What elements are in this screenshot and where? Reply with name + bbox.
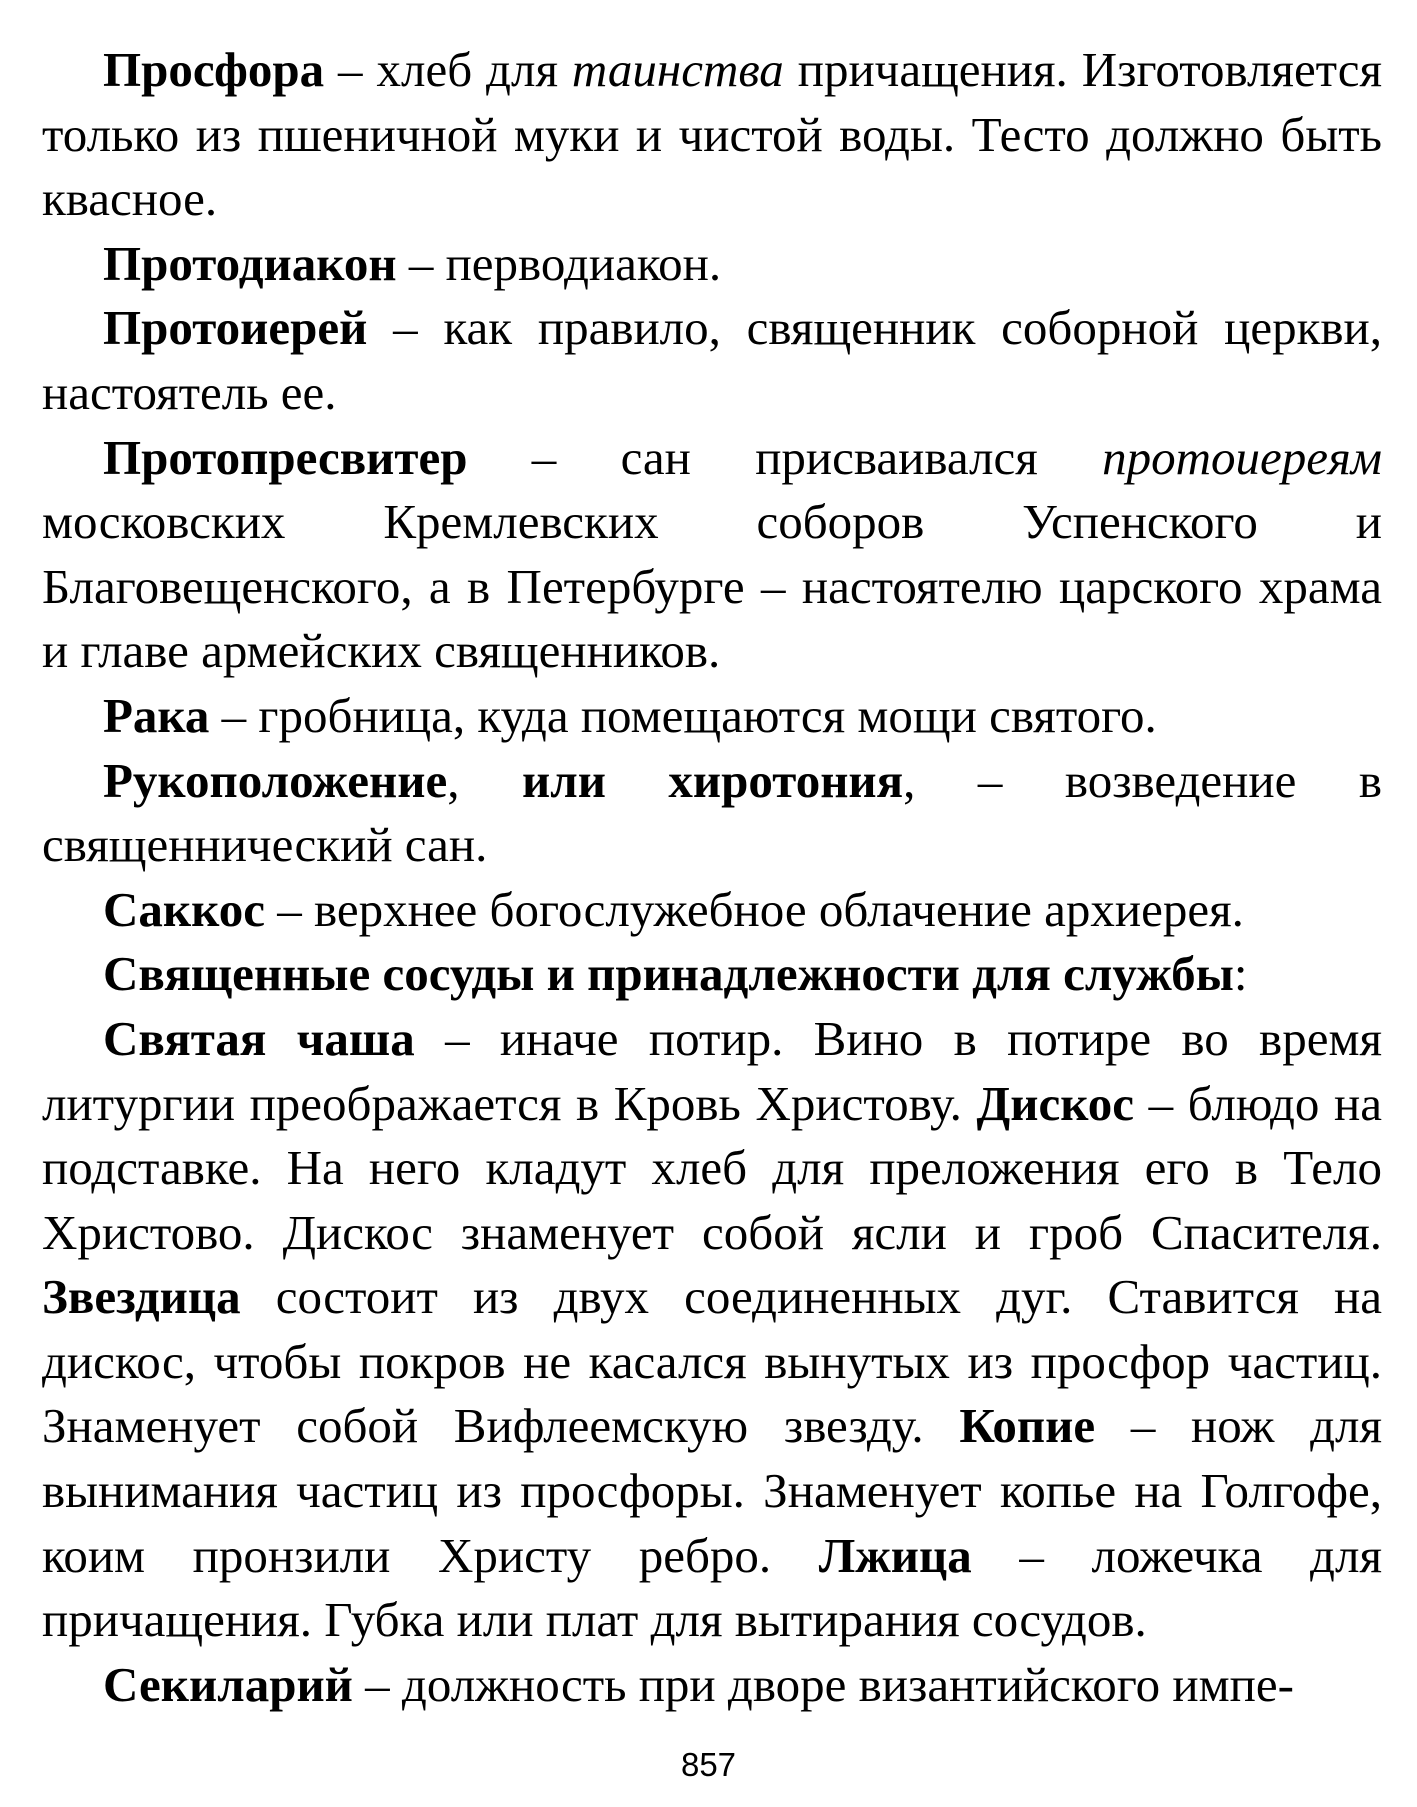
term-sekilariy: Секиларий [103, 1656, 353, 1712]
definition-text: – блюдо на подставке. На него кладут хлеб для преложения его в Тело Христово. Дискос знаменует собой ясли и гроб Спасителя. [42, 1075, 1382, 1260]
term-diskos: Дискос [976, 1075, 1135, 1131]
definition-text: – перводиакон. [396, 235, 722, 291]
entry-sekilariy [42, 1653, 1382, 1718]
entry-protopresviter [42, 426, 1382, 684]
entry-sakkos [42, 878, 1382, 943]
term-zvezdica: Звездица [42, 1269, 241, 1325]
page-number: 857 [680, 1746, 737, 1783]
definition-text: – гробница, куда помещаются мощи святого. [209, 687, 1157, 743]
definition-text: – должность при дворе византийского импе- [352, 1656, 1294, 1712]
entry-prosfora [42, 38, 1382, 232]
term-sakkos: Саккос [103, 881, 265, 937]
term-lzhica: Лжица [818, 1527, 972, 1583]
term-sosudy: Священные сосуды и принадлежности для службы [103, 946, 1234, 1002]
term-protodiakon: Протодиакон [103, 235, 397, 291]
term-protopresviter: Протопресвитер [103, 429, 468, 485]
definition-text: московских Кремлевских соборов Успенского и Благовещенского, а в Петербурге – настоятелю царского храма и главе армейских священников. [42, 494, 1382, 679]
definition-text: – как правило, священник соборной церкви, настоятель ее. [42, 300, 1382, 420]
entry-raka [42, 684, 1382, 749]
definition-text: – верхнее богослужебное облачение архиерея. [264, 881, 1244, 937]
entry-protodiakon [42, 232, 1382, 297]
emphasis-text: протоиереям [1102, 429, 1382, 485]
term-protoierey: Протоиерей [103, 300, 368, 356]
page-body [42, 38, 1382, 1717]
term-chasha: Святая чаша [103, 1010, 415, 1066]
term-hirotoniya: или хиротония [521, 752, 904, 808]
term-rukopolozhenie: Рукоположение [103, 752, 448, 808]
emphasis-text: таинства [571, 42, 784, 97]
entry-sosudy [42, 942, 1382, 1007]
term-kopie: Копие [959, 1398, 1096, 1454]
definition-text: – хлеб для [324, 42, 572, 97]
definition-text: причащения. Изготовляется только из пшеничной муки и чистой воды. Тесто должно быть квасное. [42, 42, 1382, 227]
term-prosfora: Просфора [103, 42, 325, 97]
definition-text: – сан присваивался [467, 429, 1103, 485]
definition-text: – ложечка для причащения. Губка или плат для вытирания сосудов. [42, 1527, 1382, 1648]
entry-chasha [42, 1007, 1382, 1653]
definition-text: , – возведение в священнический сан. [42, 752, 1383, 873]
term-raka: Рака [103, 687, 210, 743]
entry-rukopolozhenie [42, 749, 1382, 878]
definition-text: – нож для вынимания частиц из просфоры. Знаменует копье на Голгофе, коим пронзили Христу ребро. [42, 1398, 1383, 1583]
definition-text: – иначе потир. Вино в потире во время литургии преображается в Кровь Христову. [42, 1010, 1382, 1131]
definition-text: : [1233, 946, 1248, 1002]
definition-text: состоит из двух соединенных дуг. Ставится на дискос, чтобы покров не касался вынутых из просфор частиц. Знаменует собой Вифлеемскую звезду. [42, 1269, 1382, 1454]
entry-protoierey [42, 296, 1382, 425]
definition-text: , [447, 752, 522, 808]
